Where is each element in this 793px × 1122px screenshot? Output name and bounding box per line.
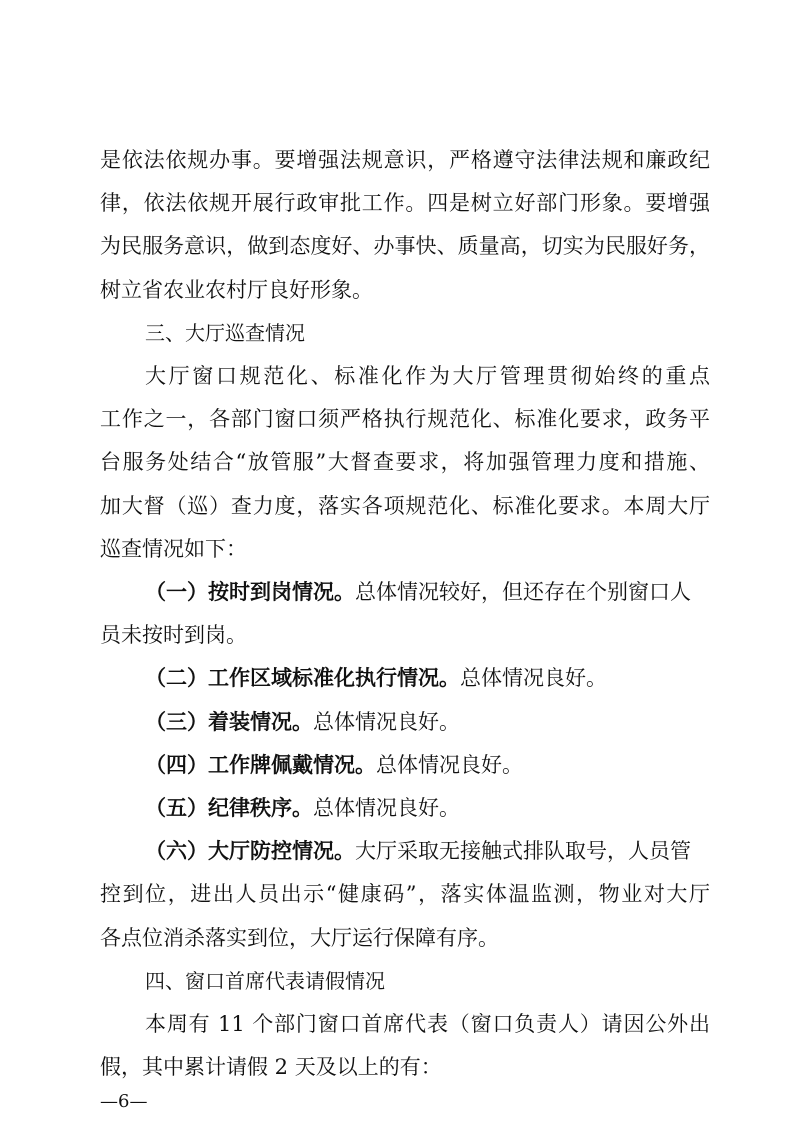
list-item [145,836,710,866]
paragraph-line: 假，其中累计请假 2 天及以上的有： [100,1055,442,1080]
item-text: 总体情况良好。 [460,666,607,691]
paragraph-line: 控到位，进出人员出示“健康码”，落实体温监测，物业对大厅 [100,882,710,907]
item-title: （三）着装情况。 [145,709,313,734]
paragraph-line: 台服务处结合“放管服”大督查要求，将加强管理力度和措施、 [100,450,710,475]
item-text: 总体情况较好，但还存在个别窗口人 [355,580,691,604]
paragraph-line: 树立省农业农村厅良好形象。 [100,277,373,302]
list-item [145,793,710,823]
item-text: 大厅采取无接触式排队取号，人员管 [355,839,691,864]
list-item [145,707,710,737]
list-item [145,663,710,693]
item-title: （一）按时到岗情况。 [145,580,355,604]
list-item [145,750,710,780]
paragraph-line: 工作之一，各部门窗口须严格执行规范化、标准化要求，政务平 [100,407,710,432]
paragraph-line: 巡查情况如下： [100,536,247,561]
page-number: —6— [100,1091,148,1113]
list-item [145,577,710,607]
item-title: （四）工作牌佩戴情况。 [145,752,376,777]
paragraph-line: 各点位消杀落实到位，大厅运行保障有序。 [100,925,499,950]
paragraph-line: 员未按时到岗。 [100,623,247,648]
item-text: 总体情况良好。 [313,709,460,734]
paragraph-line: 大厅窗口规范化、标准化作为大厅管理贯彻始终的重点 [145,364,710,388]
paragraph-line: 本周有 11 个部门窗口首席代表（窗口负责人）请因公外出 [145,1012,710,1036]
paragraph-line: 律，依法依规开展行政审批工作。四是树立好部门形象。要增强 [100,191,710,216]
section-heading: 三、大厅巡查情况 [145,320,305,345]
item-title: （五）纪律秩序。 [145,796,313,820]
item-title: （六）大厅防控情况。 [145,839,355,864]
item-text: 总体情况良好。 [376,752,523,777]
section-heading: 四、窗口首席代表请假情况 [145,968,385,993]
paragraph-line: 加大督（巡）查力度，落实各项规范化、标准化要求。本周大厅 [100,493,710,518]
paragraph-line: 为民服务意识，做到态度好、办事快、质量高，切实为民服好务， [100,234,710,259]
item-title: （二）工作区域标准化执行情况。 [145,666,460,691]
paragraph-line: 是依法依规办事。要增强法规意识，严格遵守法律法规和廉政纪 [100,148,710,172]
item-text: 总体情况良好。 [313,796,460,820]
